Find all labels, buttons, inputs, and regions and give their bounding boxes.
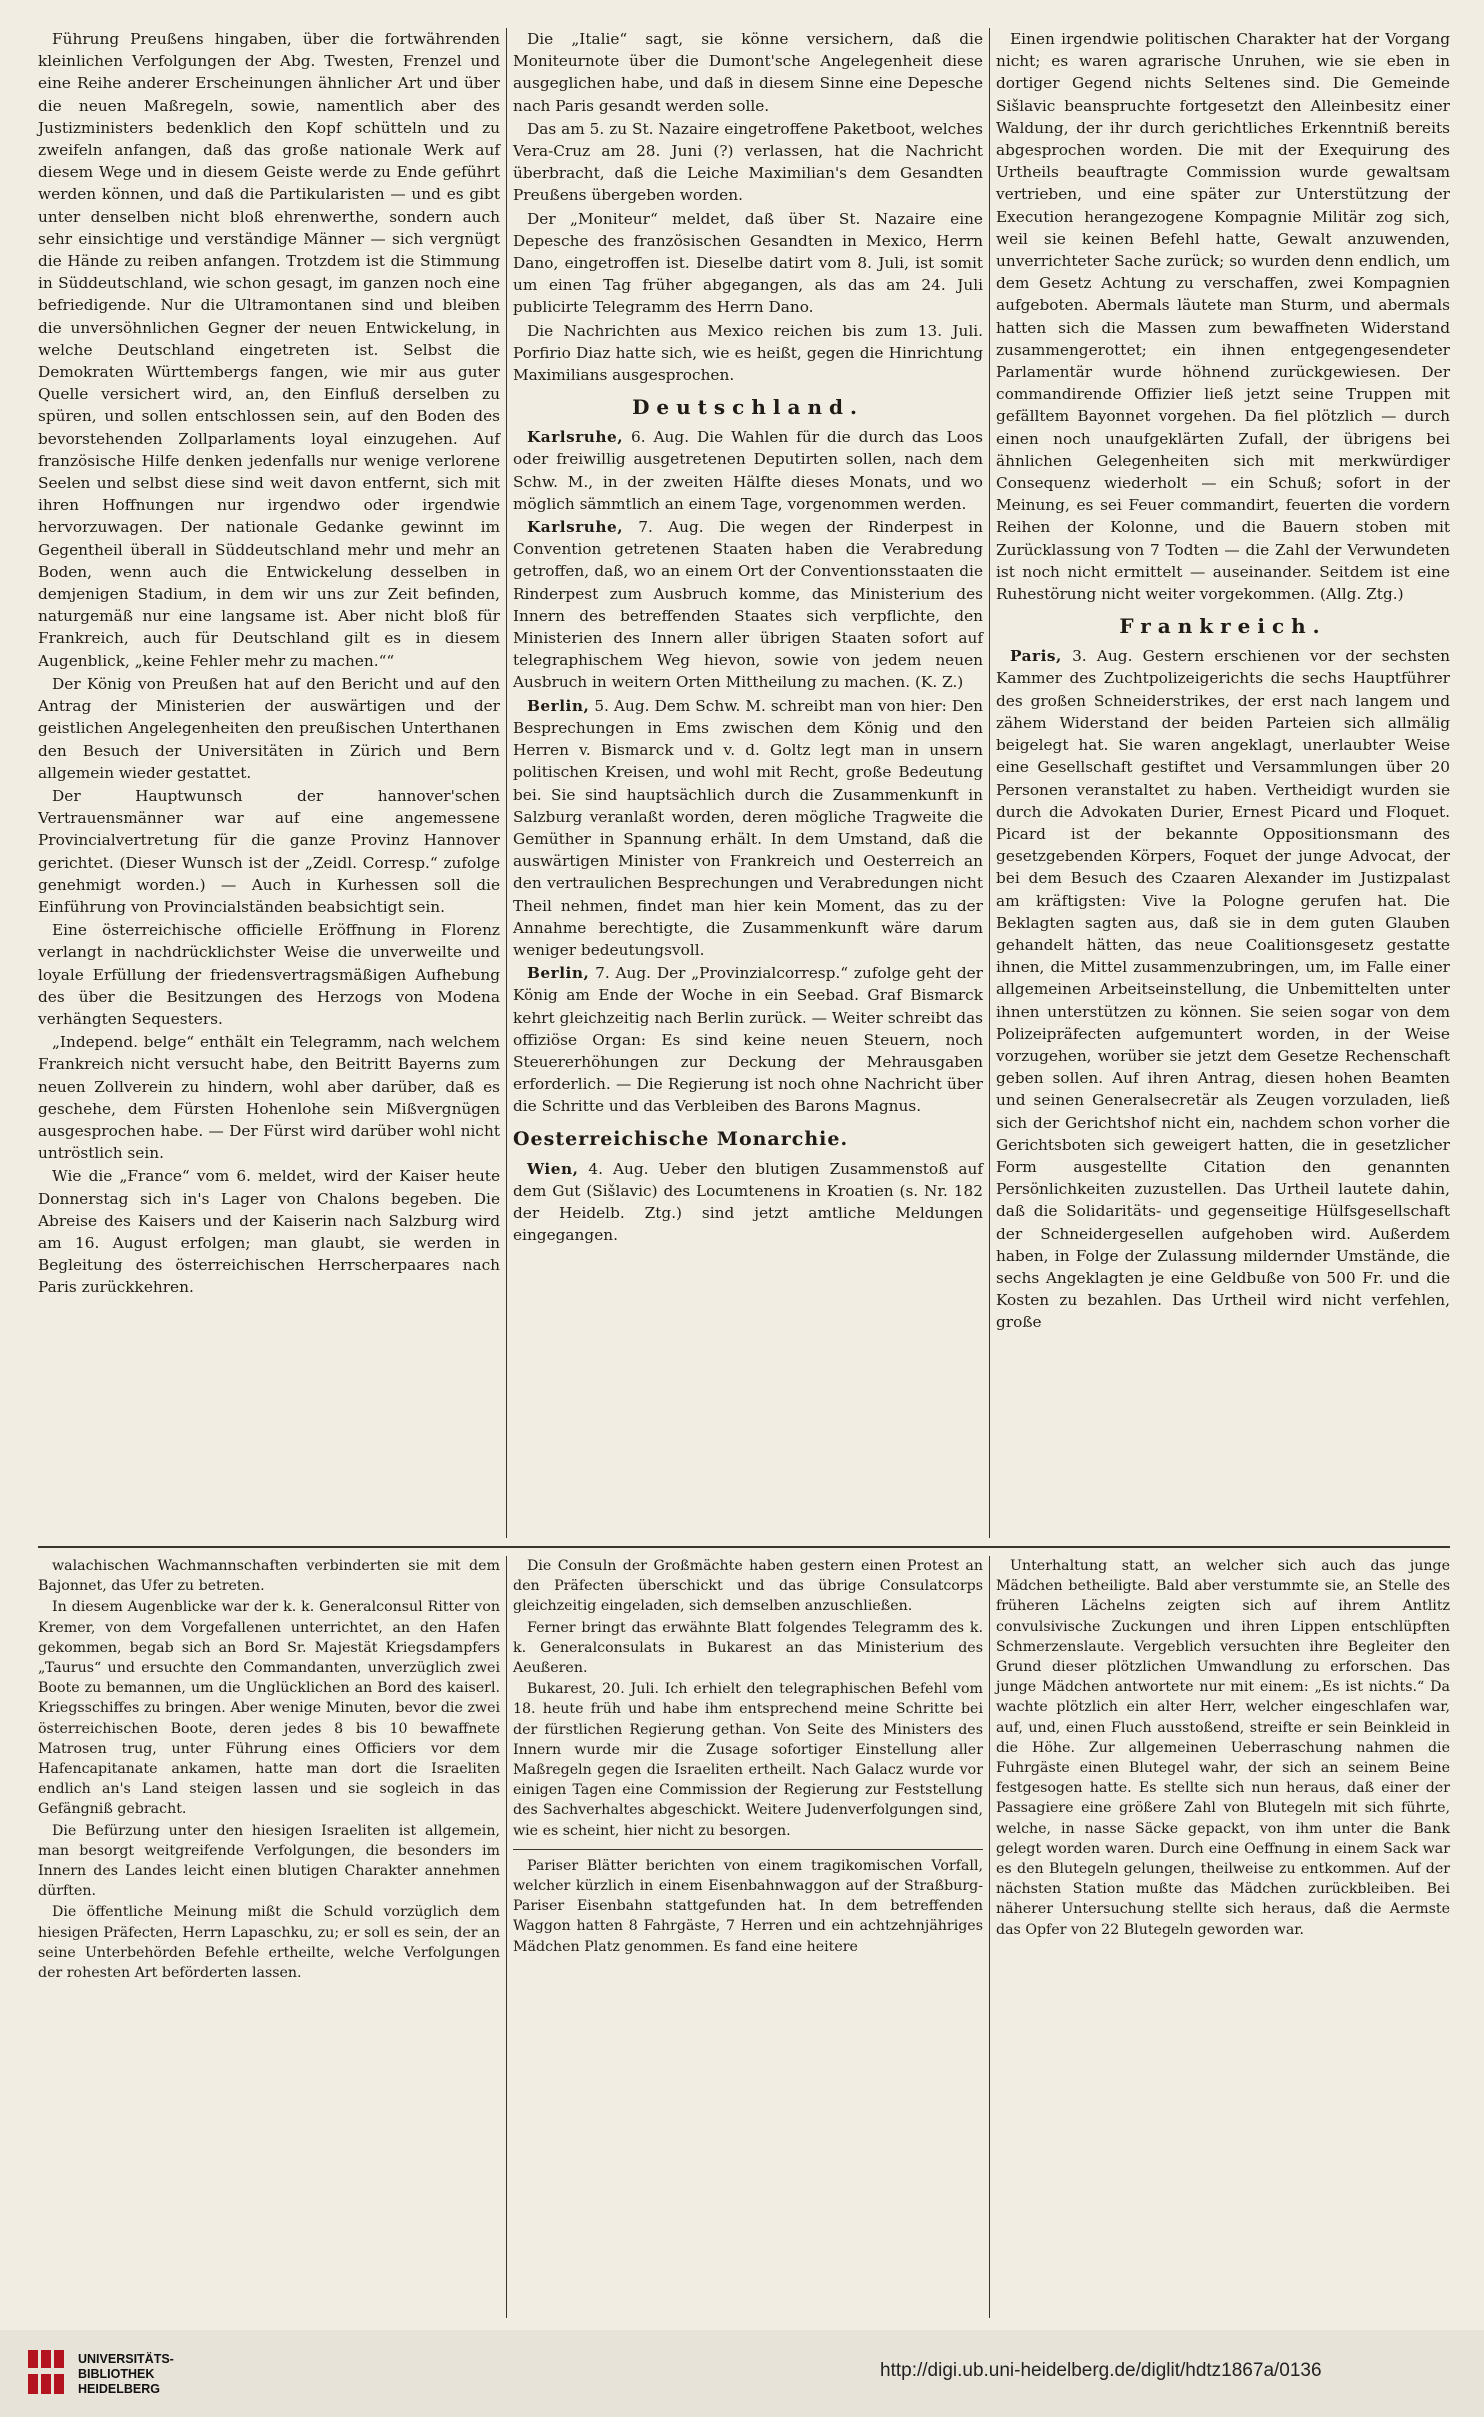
paragraph: Das am 5. zu St. Nazaire eingetroffene Paketboot, welches Vera-Cruz am 28. Juni (?) verlassen, hat die Nachricht überbracht, daß die Leiche Maximilian's dem Gesandten Preußens übergeben worden. [513,119,983,205]
logo-icon [26,2346,66,2398]
lower-column-3 [996,1556,1450,2318]
paragraph: Die „Italie“ sagt, sie könne versichern, daß die Moniteurnote über die Dumont'sche Angelegenheit diese ausgeglichen habe, und daß in diesem Sinne eine Depesche nach Paris gesandt werden solle. [513,30,983,115]
column-rule [506,1556,507,2318]
university-library-logo[interactable] [26,2346,66,2398]
library-name-line: HEIDELBERG [78,2382,160,2396]
news-text: 6. Aug. Die Wahlen für die durch das Loos oder freiwillig ausgetretenen Deputirten sollen, nach dem Schw. M., in der zweiten Hälfte dieses Monats, und wo möglich sämmtlich an einem Tage, vorgenommen werden. [513,428,983,513]
news-text: 5. Aug. Dem Schw. M. schreibt man von hier: Den Besprechungen in Ems zwischen dem König und den Herren v. Bismarck und v. d. Goltz legt man in unsern politischen Kreisen, und wohl mit Recht, große Bedeutung bei. Sie sind hauptsächlich durch die Zusammenkunft in Salzburg veranlaßt worden, deren mögliche Tragweite die Gemüther in Spannung erhält. In dem Umstand, daß die auswärtigen Minister von Frankreich und Oesterreich an den vertraulichen Besprechungen und Verabredungen nicht Theil nehmen, findet man hier kein Moment, das zu der Annahme berechtigte, die Zusammenkunft wäre darum weniger bedeutungsvoll. [513,696,983,959]
column-rule [506,28,507,1538]
dateline: Berlin, [527,964,590,983]
upper-column-2 [513,28,983,1538]
news-text: 7. Aug. Der „Provinzialcorresp.“ zufolge geht der König am Ende der Woche in ein Seebad. Graf Bismarck kehrt gleichzeitig nach Berlin zurück. — Weiter schreibt das offiziöse Organ: Es sind keine neuen Steuern, noch Steuererhöhungen zur Deckung der Mehrausgaben erforderlich. — Die Regierung ist noch ohne Nachricht über die Schritte und das Verbleiben des Barons Magnus. [513,964,983,1116]
paragraph: Wie die „France“ vom 6. meldet, wird der Kaiser heute Donnerstag sich in's Lager von Chalons begeben. Die Abreise des Kaisers und der Kaiserin nach Salzburg wird am 16. August erfolgen; man glaubt, sie werden in Begleitung des österreichischen Herrscherpaares nach Paris zurückkehren. [38,1167,500,1297]
news-text: 4. Aug. Ueber den blutigen Zusammenstoß auf dem Gut (Sišlavic) des Locumtenens in Kroatien (s. Nr. 182 der Heidelb. Ztg.) sind jetzt amtliche Meldungen eingegangen. [513,1159,983,1245]
paragraph: Die Nachrichten aus Mexico reichen bis zum 13. Juli. Porfirio Diaz hatte sich, wie es heißt, gegen die Hinrichtung Maximilians ausgesprochen. [513,321,983,385]
news-item [513,1158,983,1247]
paragraph: Pariser Blätter berichten von einem tragikomischen Vorfall, welcher kürzlich in einem Eisenbahnwaggon auf der Straßburg-Pariser Eisenbahn stattgefunden hat. In dem betreffenden Waggon hatten 8 Fahrgäste, 7 Herren und ein achtzehnjähriges Mädchen Platz genommen. Es fand eine heitere [513,1849,983,1957]
paragraph: Die Befürzung unter den hiesigen Israeliten ist allgemein, man besorgt weitgreifende Verfolgungen, die besonders im Innern des Landes leicht einen blutigen Charakter annehmen dürften. [38,1822,500,1900]
lower-column-1 [38,1556,500,2318]
library-name-line: UNIVERSITÄTS- [78,2352,174,2366]
paragraph: Ferner bringt das erwähnte Blatt folgendes Telegramm des k. k. Generalconsulats in Bukarest an das Ministerium des Aeußeren. [513,1619,983,1677]
source-url-link[interactable]: http://digi.ub.uni-heidelberg.de/diglit/hdtz1867a/0136 [880,2360,1322,2381]
column-rule [989,1556,990,2318]
news-item [996,645,1450,1333]
dateline: Berlin, [527,696,590,715]
paragraph: Führung Preußens hingaben, über die fortwährenden kleinlichen Verfolgungen der Abg. Twesten, Frenzel und eine Reihe anderer Erscheinungen ähnlicher Art und über die neuen Maßregeln, sowie, namentlich aber des Justizministers bedenklich den Kopf schütteln und zu zweifeln anfangen, daß das große nationale Werk auf diesem Wege und in diesem Geiste werde zu Ende geführt werden können, und daß die Partikularisten — und es gibt unter denselben nicht bloß ehrenwerthe, sondern auch sehr einsichtige und verständige Männer — sich vergnügt die Hände zu reiben anfangen. Trotzdem ist die Stimmung in Süddeutschland, wie schon gesagt, im ganzen noch eine befriedigende. Nur die Ultramontanen sind und bleiben die unversöhnlichen Gegner der neuen Entwickelung, in welche Deutschland eingetreten ist. Selbst die Demokraten Württembergs fangen, wie mir aus guter Quelle versichert wird, an, den Einfluß derselben zu spüren, und sollen entschlossen sein, auf den Boden des bevorstehenden Zollparlaments loyal einzugehen. Auf französische Hilfe denken jedenfalls nur wenige verlorene Seelen und selbst diese sind weit davon entfernt, sich mit ihren Hoffnungen nur irgendwo oder irgendwie hervorzuwagen. Der nationale Gedanke gewinnt im Gegentheil überall in Süddeutschland mehr und mehr an Boden, wenn auch die Entwickelung desselben in demjenigen Stadium, in dem wir uns zur Zeit befinden, naturgemäß nur eine langsame ist. Aber nicht bloß für Frankreich, auch für Deutschland gilt es in diesem Augenblick, „keine Fehler mehr zu machen.““ [38,30,500,670]
newspaper-page [38,28,1450,2318]
news-item [513,516,983,694]
news-text: 7. Aug. Die wegen der Rinderpest in Convention getretenen Staaten haben die Verabredung getroffen, daß, wo an einem Ort der Conventionsstaaten die Rinderpest zum Ausbruch komme, das Ministerium des Innern des betreffenden Staates sich verpflichte, den Ministerien des Innern aller übrigen Staaten sofort auf telegraphischem Weg hievon, sowie von jedem neuen Ausbruch in weitern Orten Mittheilung zu machen. (K. Z.) [513,518,983,692]
paragraph: „Independ. belge“ enthält ein Telegramm, nach welchem Frankreich nicht versucht habe, den Beitritt Bayerns zum neuen Zollverein zu hindern, wohl aber darüber, daß es geschehe, dem Fürsten Hohenlohe sein Mißvergnügen ausgesprochen habe. — Der Fürst wird darüber wohl nicht untröstlich sein. [38,1033,500,1163]
news-item [513,695,983,961]
paragraph: Der König von Preußen hat auf den Bericht und auf den Antrag der Ministerien der auswärtigen und der geistlichen Angelegenheiten den preußischen Unterthanen den Besuch der Universitäten in Zürich und Bern allgemein wieder gestattet. [38,674,500,782]
paragraph: Der „Moniteur“ meldet, daß über St. Nazaire eine Depesche des französischen Gesandten in Mexico, Herrn Dano, eingetroffen ist. Dieselbe datirt vom 8. Juli, ist somit um einen Tag früher abgegangen, als das am 24. Juli publicirte Telegramm des Herrn Dano. [513,209,983,317]
upper-column-3 [996,28,1450,1538]
column-rule [989,28,990,1538]
section-heading-deutschland: Deutschland. [632,395,864,420]
footer-bar [0,2330,1484,2417]
paragraph: Einen irgendwie politischen Charakter hat der Vorgang nicht; es waren agrarische Unruhen, wie sie eben in dortiger Gegend nichts Seltenes sind. Die Gemeinde Sišlavic beanspruchte fortgesetzt den Alleinbesitz einer Waldung, der ihr durch gerichtliches Erkenntniß bereits abgesprochen worden. Die mit der Exequirung des Urtheils beauftragte Commission wurde gewaltsam vertrieben, und eine später zur Unterstützung der Execution herangezogene Kompagnie Militär zog sich, weil sie keinen Befehl hatte, Gewalt anzuwenden, unverrichteter Sache zurück; so wurden denn endlich, um dem Gesetz Achtung zu verschaffen, zwei Kompagnien aufgeboten. Abermals läutete man Sturm, und abermals hatten sich die Massen zum bewaffneten Widerstand zusammengerottet; ein ihnen entgegengesendeter Parlamentär wurde höhnend zurückgewiesen. Der commandirende Offizier ließ jetzt seine Truppen mit gefälltem Bayonnet vorgehen. Da fiel plötzlich — durch einen noch unaufgeklärten Zufall, der übrigens bei ähnlichen Gelegenheiten sich mit merkwürdiger Consequenz wiederholt — ein Schuß; sofort in der Meinung, es sei Feuer commandirt, feuerten die vordern Reihen der Kolonne, und die Bauern stoben mit Zurücklassung von 7 Todten — die Zahl der Verwundeten ist noch nicht ermittelt — auseinander. Seitdem ist eine Ruhestörung nicht weiter vorgekommen. (Allg. Ztg.) [996,30,1450,604]
paragraph: Bukarest, 20. Juli. Ich erhielt den telegraphischen Befehl vom 18. heute früh und habe ihm entsprechend meine Schritte bei der fürstlichen Regierung gethan. Von Seite des Ministers des Innern wurde mir die Zusage sofortiger Einstellung aller Maßregeln gegen die Israeliten ertheilt. Nach Galacz wurde vor einigen Tagen eine Commission der Regierung zur Feststellung des Sachverhaltes abgeschickt. Weitere Judenverfolgungen sind, wie es scheint, hier nicht zu besorgen. [513,1681,983,1839]
paragraph: Die Consuln der Großmächte haben gestern einen Protest an den Präfecten überschickt und das übrige Consulatcorps gleichzeitig eingeladen, sich demselben anzuschließen. [513,1558,983,1615]
news-text: 3. Aug. Gestern erschienen vor der sechsten Kammer des Zuchtpolizeigerichts die sechs Hauptführer des großen Schneiderstrikes, der erst nach langem und zähem Widerstand der beiden Parteien sich allmälig beigelegt hat. Sie waren angeklagt, unerlaubter Weise eine Gesellschaft gestiftet und Versammlungen über 20 Personen veranstaltet zu haben. Vertheidigt wurden sie durch die Advokaten Durier, Ernest Picard und Floquet. Picard ist der bekannte Oppositionsmann des gesetzgebenden Körpers, Foquet der junge Advocat, der bei dem Besuch des Czaaren Alexander im Justizpalast am kräftigsten: Vive la Pologne gerufen hat. Die Beklagten sagten aus, daß sie in dem guten Glauben gehandelt hätten, das neue Coalitionsgesetz gestatte ihnen, die Mittel zusammenzubringen, um, im Falle einer allgemeinen Arbeitseinstellung, die Unbemittelten unter ihnen unterstützen zu können. Sie seien sogar von dem Polizeipräfecten aufgemuntert worden, in der Weise vorzugehen, worüber sie jetzt dem Gesetze Rechenschaft geben sollen. Auf ihren Antrag, diesen hohen Beamten und seinen Generalsecretär als Zeugen vorzuladen, ließ sich der Gerichtshof nicht ein, nachdem schon vorher die Gerichtsboten sich geweigert hatten, die in gesetzlicher Form ausgestellte Citation den genannten Persönlichkeiten zuzustellen. Das Urtheil lautete dahin, daß die Solidaritäts- und gegenseitige Hülfsgesellschaft der Schneidergesellen aufgehoben wird. Außerdem haben, in Folge der Zulassung mildernder Umstände, die sechs Angeklagten je eine Geldbuße von 500 Fr. und die Kosten zu bezahlen. Das Urtheil wird nicht verfehlen, große [996,647,1450,1332]
paragraph: In diesem Augenblicke war der k. k. Generalconsul Ritter von Kremer, von dem Vorgefallenen unterrichtet, an den Hafen gekommen, begab sich an Bord Sr. Majestät Kriegsdampfers „Taurus“ und ersuchte den Commandanten, unverzüglich zwei Boote zu bemannen, um die Unglücklichen an Bord des kaiserl. Kriegsschiffes zu bringen. Aber wenige Minuten, bevor die zwei österreichischen Boote, deren jedes 8 bis 10 bewaffnete Matrosen trug, unter Führung eines Officiers vor dem Hafencapitanate ankamen, hatte man dort die Israeliten endlich an's Land steigen lassen und sie sogleich in das Gefängniß gebracht. [38,1599,500,1818]
section-heading-oesterreich: Oesterreichische Monarchie. [513,1127,849,1150]
paragraph: Die öffentliche Meinung mißt die Schuld vorzüglich dem hiesigen Präfecten, Herrn Lapaschku, zu; er soll es sein, der an seine Unterbehörden Befehle ertheilte, welche Verfolgungen der rohesten Art beförderten lassen. [38,1904,500,1982]
paragraph: Der Hauptwunsch der hannover'schen Vertrauensmänner war auf eine angemessene Provincialvertretung für die ganze Provinz Hannover gerichtet. (Dieser Wunsch ist der „Zeidl. Corresp.“ zufolge genehmigt worden.) — Auch in Kurhessen soll die Einführung von Provincialständen beabsichtigt sein. [38,786,500,916]
paragraph: Unterhaltung statt, an welcher sich auch das junge Mädchen betheiligte. Bald aber verstummte sie, an Stelle des früheren Lächelns zeigten sich auf ihrem Antlitz convulsivische Zuckungen und ihren Lippen entschlüpften Schmerzenslaute. Vergeblich versuchten ihre Begleiter den Grund dieser plötzlichen Umwandlung zu erforschen. Das junge Mädchen antwortete nur mit einem: „Es ist nichts.“ Da wachte plötzlich ein alter Herr, welcher eingeschlafen war, auf, und, einen Fluch ausstoßend, streifte er sein Beinkleid in die Höhe. Zur allgemeinen Ueberraschung nahmen die Fuhrgäste einen Blutegel wahr, der sich an seinem Beine festgesogen hatte. Es stellte sich nun heraus, daß einer der Passagiere eine größere Zahl von Blutegeln mit sich führte, welche, in nasse Säcke gepackt, von ihm unter die Bank gelegt worden waren. Durch eine Oeffnung in einem Sack war es den Blutegeln gelungen, theilweise zu entkommen. Auf der nächsten Station mußte das Mädchen zurückbleiben. Bei näherer Untersuchung stellte sich heraus, daß die Aermste das Opfer von 22 Blutegeln geworden war. [996,1558,1450,1938]
dateline: Wien, [527,1159,579,1178]
paragraph: Eine österreichische officielle Eröffnung in Florenz verlangt in nachdrücklichster Weise die unverweilte und loyale Erfüllung der friedensvertragsmäßigen Aufhebung des über die Besitzungen des Herzogs von Modena verhängten Sequesters. [38,921,500,1028]
dateline: Paris, [1010,647,1062,666]
dateline: Karlsruhe, [527,428,624,447]
library-name [78,2352,174,2397]
news-item [513,426,983,515]
paragraph: walachischen Wachmannschaften verbinderten sie mit dem Bajonnet, das Ufer zu betreten. [38,1558,500,1595]
library-name-line: BIBLIOTHEK [78,2367,155,2381]
lower-column-2 [513,1556,983,2318]
news-item [513,962,983,1117]
section-divider [38,1546,1450,1548]
upper-column-1 [38,28,500,1538]
section-heading-frankreich: Frankreich. [1119,614,1327,639]
dateline: Karlsruhe, [527,518,624,537]
